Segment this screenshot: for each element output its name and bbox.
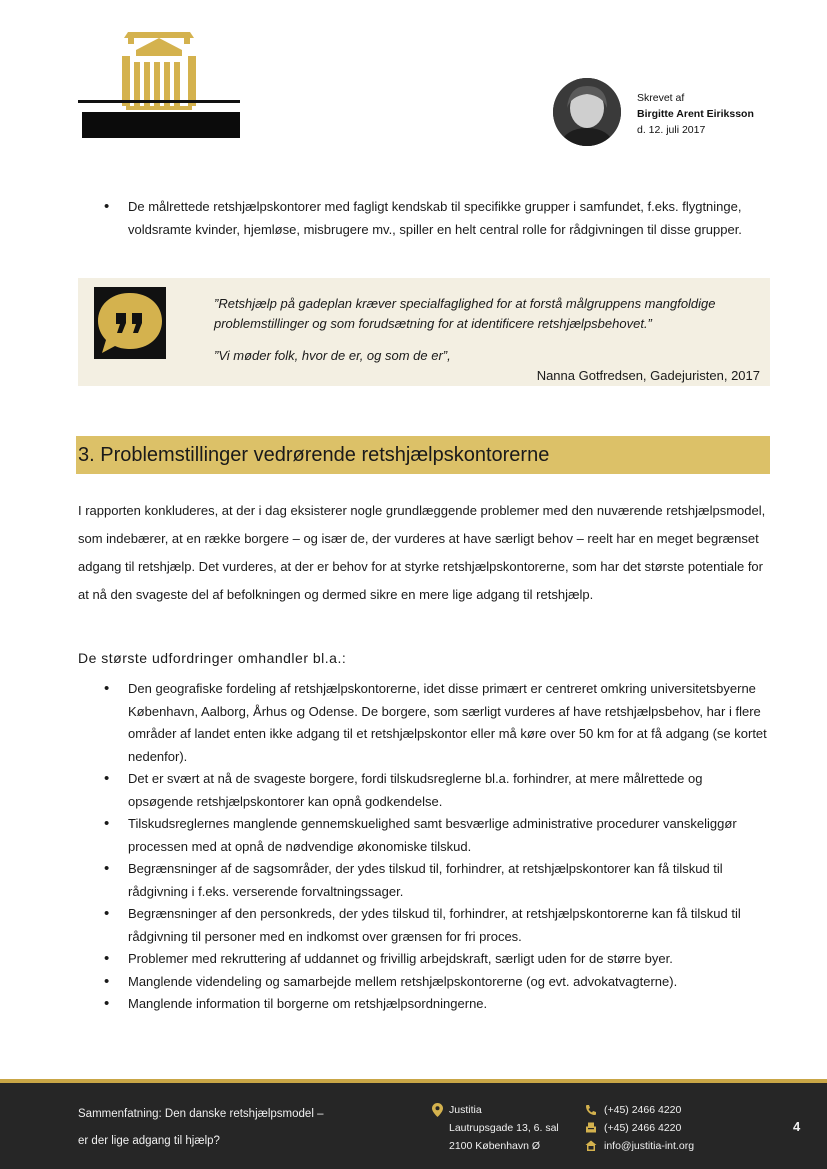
phone-icon	[585, 1104, 597, 1116]
challenges-list	[104, 678, 768, 1016]
list-item: • Problemer med rekruttering af uddannet og frivillig arbejdskraft, særligt uden for de større byer.	[104, 948, 768, 971]
author-name: Birgitte Arent Eiriksson	[637, 108, 754, 120]
author-date: d. 12. juli 2017	[637, 124, 706, 136]
footer-address	[432, 1101, 559, 1155]
list-item: • Manglende videndeling og samarbejde mellem retshjælpskontorerne (og evt. advokatvagterne).	[104, 971, 768, 994]
intro-bullet-list	[104, 196, 768, 241]
author-label: Skrevet af	[637, 92, 685, 104]
location-pin-icon	[432, 1103, 443, 1123]
footer-summary	[78, 1101, 323, 1155]
footer-contact	[585, 1101, 694, 1155]
footer-org: Justitia	[449, 1104, 482, 1116]
footer-street: Lautrupsgade 13, 6. sal	[449, 1122, 559, 1134]
justitia-logo	[78, 28, 244, 146]
section-subheading: De største udfordringer omhandler bl.a.:	[78, 650, 347, 666]
quote-attribution: Nanna Gotfredsen, Gadejuristen, 2017	[536, 368, 760, 383]
page-footer	[0, 1083, 827, 1169]
footer-email[interactable]: info@justitia-int.org	[604, 1140, 695, 1152]
quote-text: ”Retshjælp på gadeplan kræver specialfaglighed for at forstå målgruppens mangfoldige problemstillinger og som forudsætning for at identificere retshjælpsbehovet.”	[214, 296, 716, 331]
quote-text-second: ”Vi møder folk, hvor de er, og som de er”,	[214, 348, 451, 363]
list-item: • Manglende information til borgerne om retshjælpsordningerne.	[104, 993, 768, 1016]
section-heading-bar	[76, 436, 770, 474]
list-item: • Begrænsninger af de sagsområder, der ydes tilskud til, forhindrer, at retshjælpskontorer kan få tilskud til rådgivning i f.eks. verserende forvaltningssager.	[104, 858, 768, 903]
footer-summary-line1: Sammenfatning: Den danske retshjælpsmodel –	[78, 1108, 324, 1120]
footer-summary-line2: er der lige adgang til hjælp?	[78, 1135, 220, 1147]
quote-bubble-icon	[94, 287, 166, 359]
list-item: • Den geografiske fordeling af retshjælpskontorerne, idet disse primært er centreret omkring universitetsbyerne København, Aalborg, Århus og Odense. De borgere, som særligt vurderes af have retshjælpsbehov, har i flere områder af landet enten ikke adgang til et retshjælpskontor eller må køre over 50 km for at få adgang (se kortet nedenfor).	[104, 678, 768, 768]
section-paragraph: I rapporten konkluderes, at der i dag eksisterer nogle grundlæggende problemer med den nuværende retshjælpsmodel, som indebærer, at en række borgere – og især de, der vurderes at have særligt behov – reelt har en meget begrænset adgang til retshjælp. Det vurderes, at der er behov for at styrke retshjælpskontorerne, som har det største potentiale for at nå den svageste del af befolkningen og dermed sikre en mere lige adgang til retshjælp.	[78, 503, 766, 602]
list-item: • Det er svært at nå de svageste borgere, fordi tilskudsreglerne bl.a. forhindrer, at mere målrettede og opsøgende retshjælpskontorer kan opnå godkendelse.	[104, 768, 768, 813]
fax-icon	[585, 1122, 597, 1134]
list-item: • Tilskudsreglernes manglende gennemskuelighed samt besværlige administrative procedurer vanskeliggør processen med at opnå de nødvendige økonomiske tilskud.	[104, 813, 768, 858]
email-home-icon	[585, 1140, 597, 1152]
author-block	[553, 78, 813, 148]
page-number: 4	[793, 1119, 801, 1134]
footer-fax: (+45) 2466 4220	[604, 1122, 682, 1134]
author-photo	[553, 78, 621, 146]
footer-city: 2100 København Ø	[449, 1140, 541, 1152]
list-item: • De målrettede retshjælpskontorer med fagligt kendskab til specifikke grupper i samfundet, f.eks. flygtninge, voldsramte kvinder, hjemløse, misbrugere mv., spiller en helt central rolle for rådgivningen til disse grupper.	[104, 196, 768, 241]
quote-box	[78, 278, 770, 386]
list-item: • Begrænsninger af den personkreds, der ydes tilskud til, forhindrer, at retshjælpskontorerne kan få tilskud til rådgivning til personer med en indkomst over grænsen for fri proces.	[104, 903, 768, 948]
footer-phone[interactable]: (+45) 2466 4220	[604, 1104, 682, 1116]
section-heading: 3. Problemstillinger vedrørende retshjælpskontorerne	[78, 444, 550, 466]
